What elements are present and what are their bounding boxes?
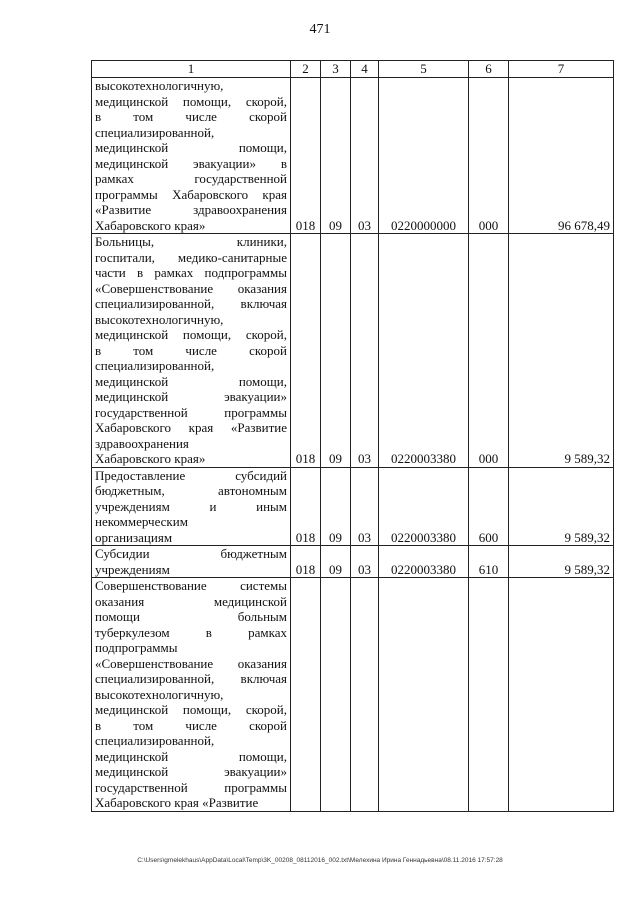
description-line: части в рамках подпрограммы — [95, 265, 287, 280]
table-row — [92, 578, 614, 812]
cell-c4: 03 — [351, 234, 379, 468]
description-line: оказания медицинской — [95, 593, 287, 609]
cell-c5: 0220003380 — [379, 546, 469, 578]
description-line: специализированной, — [95, 124, 215, 140]
description-line: высокотехнологичную, — [95, 311, 224, 327]
header-cell: 7 — [509, 61, 614, 78]
description-line: Хабаровского края «Развитие — [95, 420, 287, 435]
description-line: Субсидии бюджетным — [95, 546, 287, 561]
description-line: Предоставление субсидий — [95, 467, 287, 483]
table-row — [92, 546, 614, 578]
row-description — [92, 546, 291, 578]
cell-c6: 600 — [469, 467, 509, 546]
cell-c7 — [509, 578, 614, 812]
description-line: организациям — [95, 529, 173, 545]
cell-c4: 03 — [351, 546, 379, 578]
table-header-row — [92, 61, 614, 78]
description-line: специализированной, включая — [95, 671, 287, 686]
description-line: здравоохранения — [95, 435, 189, 451]
description-line: подпрограммы — [95, 640, 178, 655]
cell-c5: 0220003380 — [379, 234, 469, 468]
cell-c7: 9 589,32 — [509, 467, 614, 546]
description-line: медицинской помощи, — [95, 748, 287, 764]
description-line: в том числе скорой — [95, 717, 287, 733]
cell-c7: 9 589,32 — [509, 234, 614, 468]
description-line: «Совершенствование оказания — [95, 280, 287, 296]
cell-c6 — [469, 578, 509, 812]
description-line: программы Хабаровского края — [95, 186, 287, 202]
header-cell: 2 — [291, 61, 321, 78]
cell-c2: 018 — [291, 546, 321, 578]
description-line: медицинской эвакуации» в — [95, 155, 287, 171]
header-cell: 5 — [379, 61, 469, 78]
cell-c2: 018 — [291, 234, 321, 468]
cell-c3: 09 — [321, 234, 351, 468]
description-line: учреждениям и иным — [95, 498, 287, 514]
description-line: Хабаровского края» — [95, 217, 206, 233]
cell-c6: 610 — [469, 546, 509, 578]
description-line: медицинской помощи, — [95, 140, 287, 155]
description-line: Совершенствование системы — [95, 578, 287, 593]
description-line: в том числе скорой — [95, 342, 287, 358]
cell-c4 — [351, 578, 379, 812]
description-line: высокотехнологичную, — [95, 78, 224, 93]
description-line: Больницы, клиники, — [95, 234, 287, 249]
cell-c6: 000 — [469, 234, 509, 468]
cell-c2: 018 — [291, 78, 321, 234]
description-line: государственной программы — [95, 779, 287, 795]
cell-c3: 09 — [321, 467, 351, 546]
description-line: госпитали, медико-санитарные — [95, 249, 287, 265]
cell-c4: 03 — [351, 78, 379, 234]
row-description — [92, 467, 291, 546]
table-row — [92, 234, 614, 468]
page-number: 471 — [309, 22, 331, 37]
cell-c2 — [291, 578, 321, 812]
row-description — [92, 578, 291, 812]
description-line: специализированной, — [95, 733, 215, 748]
description-line: медицинской помощи, — [95, 373, 287, 389]
table-row — [92, 78, 614, 234]
cell-c6: 000 — [469, 78, 509, 234]
cell-c7: 9 589,32 — [509, 546, 614, 578]
description-line: государственной программы — [95, 404, 287, 420]
cell-c3: 09 — [321, 546, 351, 578]
header-cell: 3 — [321, 61, 351, 78]
row-description — [92, 234, 291, 468]
description-line: учреждениям — [95, 561, 170, 577]
description-line: в том числе скорой — [95, 109, 287, 124]
description-line: туберкулезом в рамках — [95, 624, 287, 640]
cell-c5 — [379, 578, 469, 812]
header-cell: 6 — [469, 61, 509, 78]
cell-c5: 0220000000 — [379, 78, 469, 234]
description-line: специализированной, включая — [95, 296, 287, 311]
description-line: медицинской помощи, скорой, — [95, 93, 287, 109]
description-line: медицинской помощи, скорой, — [95, 327, 287, 342]
description-line: рамках государственной — [95, 171, 287, 186]
description-line: «Совершенствование оказания — [95, 655, 287, 671]
description-line: бюджетным, автономным — [95, 483, 287, 498]
description-line: высокотехнологичную, — [95, 686, 224, 702]
cell-c4: 03 — [351, 467, 379, 546]
description-line: медицинской эвакуации» — [95, 764, 287, 779]
cell-c7: 96 678,49 — [509, 78, 614, 234]
description-line: «Развитие здравоохранения — [95, 202, 287, 217]
table-row — [92, 467, 614, 546]
cell-c3 — [321, 578, 351, 812]
budget-table — [91, 60, 614, 812]
cell-c5: 0220003380 — [379, 467, 469, 546]
cell-c3: 09 — [321, 78, 351, 234]
description-line: медицинской эвакуации» — [95, 389, 287, 404]
row-description — [92, 78, 291, 234]
description-line: Хабаровского края» — [95, 451, 206, 466]
description-line: специализированной, — [95, 358, 215, 373]
description-line: некоммерческим — [95, 514, 188, 529]
header-cell: 1 — [92, 61, 291, 78]
cell-c2: 018 — [291, 467, 321, 546]
file-path-footer: C:\Users\gmelekhaus\AppData\Local\Temp\3K_00208_08112016_002.txt\Мелехина Ирина Геннадьевна\08.11.2016 17:57:28 — [137, 857, 503, 864]
description-line: помощи больным — [95, 609, 287, 624]
description-line: Хабаровского края «Развитие — [95, 795, 259, 810]
header-cell: 4 — [351, 61, 379, 78]
description-line: медицинской помощи, скорой, — [95, 702, 287, 717]
